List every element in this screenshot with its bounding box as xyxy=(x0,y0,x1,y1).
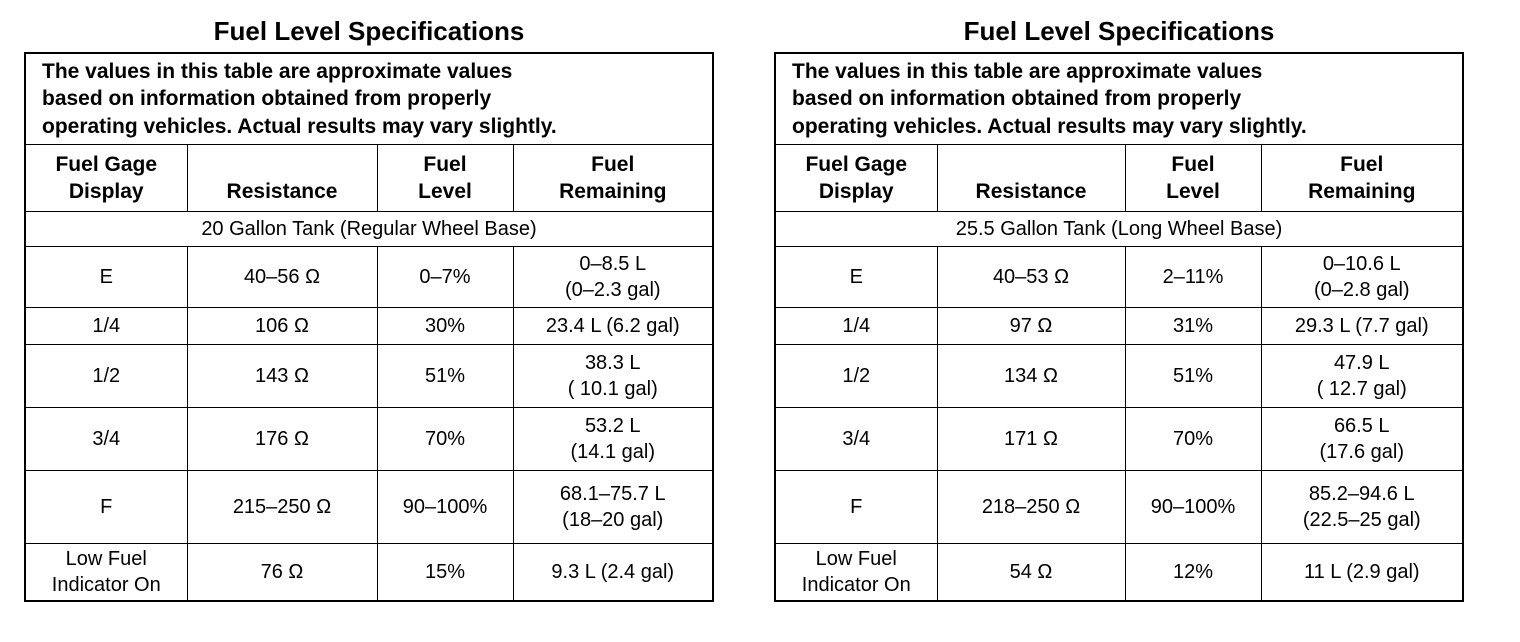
cell-fuel-level: 15% xyxy=(377,543,513,601)
intro-line: based on information obtained from properly xyxy=(792,87,1242,111)
cell-gage-display: F xyxy=(25,470,187,543)
cell-fuel-level: 90–100% xyxy=(1125,470,1261,543)
cell-fuel-level: 30% xyxy=(377,307,513,344)
cell-resistance: 54 Ω xyxy=(937,543,1125,601)
header-resistance: Resistance xyxy=(937,144,1125,211)
table-row xyxy=(25,246,713,307)
cell-fuel-level: 90–100% xyxy=(377,470,513,543)
cell-resistance: 106 Ω xyxy=(187,307,377,344)
cell-resistance: 215–250 Ω xyxy=(187,470,377,543)
cell-gage-display: 1/4 xyxy=(775,307,937,344)
cell-resistance: 40–56 Ω xyxy=(187,246,377,307)
cell-fuel-remaining: 68.1–75.7 L (18–20 gal) xyxy=(513,470,713,543)
tank-label: 20 Gallon Tank (Regular Wheel Base) xyxy=(25,211,713,246)
intro-line: operating vehicles. Actual results may vary slightly. xyxy=(42,114,557,138)
cell-resistance: 143 Ω xyxy=(187,344,377,407)
cell-fuel-remaining: 29.3 L (7.7 gal) xyxy=(1261,307,1463,344)
intro-line: The values in this table are approximate values xyxy=(792,60,1263,83)
cell-resistance: 40–53 Ω xyxy=(937,246,1125,307)
intro-line: The values in this table are approximate values xyxy=(42,60,513,83)
table-row xyxy=(25,307,713,344)
cell-fuel-remaining: 53.2 L (14.1 gal) xyxy=(513,407,713,470)
intro-line: based on information obtained from properly xyxy=(42,87,492,111)
cell-fuel-level: 2–11% xyxy=(1125,246,1261,307)
cell-fuel-remaining: 23.4 L (6.2 gal) xyxy=(513,307,713,344)
header-fuel-level: Fuel Level xyxy=(1125,144,1261,211)
cell-gage-display: E xyxy=(25,246,187,307)
cell-fuel-remaining: 38.3 L ( 10.1 gal) xyxy=(513,344,713,407)
cell-resistance: 97 Ω xyxy=(937,307,1125,344)
cell-gage-display: Low Fuel Indicator On xyxy=(775,543,937,601)
cell-fuel-remaining: 11 L (2.9 gal) xyxy=(1261,543,1463,601)
table-body xyxy=(775,246,1463,601)
panel-title: Fuel Level Specifications xyxy=(213,16,525,46)
panel-title: Fuel Level Specifications xyxy=(963,16,1275,46)
intro-line: operating vehicles. Actual results may vary slightly. xyxy=(792,114,1307,138)
cell-fuel-remaining: 9.3 L (2.4 gal) xyxy=(513,543,713,601)
cell-fuel-level: 0–7% xyxy=(377,246,513,307)
cell-gage-display: 3/4 xyxy=(775,407,937,470)
table-row xyxy=(25,470,713,543)
header-fuel-remaining: Fuel Remaining xyxy=(1261,144,1463,211)
cell-gage-display: 1/4 xyxy=(25,307,187,344)
cell-resistance: 76 Ω xyxy=(187,543,377,601)
tank-label: 25.5 Gallon Tank (Long Wheel Base) xyxy=(775,211,1463,246)
table-row xyxy=(775,470,1463,543)
fuel-spec-table xyxy=(24,52,714,602)
fuel-spec-panel-regular xyxy=(24,0,714,602)
cell-gage-display: Low Fuel Indicator On xyxy=(25,543,187,601)
cell-gage-display: 1/2 xyxy=(775,344,937,407)
cell-fuel-level: 70% xyxy=(377,407,513,470)
table-row xyxy=(25,543,713,601)
table-row xyxy=(775,344,1463,407)
cell-fuel-remaining: 47.9 L ( 12.7 gal) xyxy=(1261,344,1463,407)
cell-fuel-level: 51% xyxy=(377,344,513,407)
header-fuel-remaining: Fuel Remaining xyxy=(513,144,713,211)
cell-gage-display: 3/4 xyxy=(25,407,187,470)
cell-resistance: 171 Ω xyxy=(937,407,1125,470)
fuel-spec-panel-long xyxy=(774,0,1464,602)
fuel-spec-table xyxy=(774,52,1464,602)
table-body xyxy=(25,246,713,601)
cell-resistance: 176 Ω xyxy=(187,407,377,470)
table-row xyxy=(775,543,1463,601)
header-gage-display: Fuel Gage Display xyxy=(25,144,187,211)
table-row xyxy=(775,246,1463,307)
header-resistance: Resistance xyxy=(187,144,377,211)
cell-gage-display: F xyxy=(775,470,937,543)
cell-fuel-level: 12% xyxy=(1125,543,1261,601)
cell-fuel-level: 51% xyxy=(1125,344,1261,407)
table-row xyxy=(775,307,1463,344)
cell-gage-display: E xyxy=(775,246,937,307)
cell-resistance: 218–250 Ω xyxy=(937,470,1125,543)
cell-gage-display: 1/2 xyxy=(25,344,187,407)
intro-note xyxy=(25,53,713,144)
cell-fuel-remaining: 85.2–94.6 L (22.5–25 gal) xyxy=(1261,470,1463,543)
header-gage-display: Fuel Gage Display xyxy=(775,144,937,211)
cell-fuel-remaining: 0–8.5 L (0–2.3 gal) xyxy=(513,246,713,307)
intro-note xyxy=(775,53,1463,144)
cell-fuel-remaining: 0–10.6 L (0–2.8 gal) xyxy=(1261,246,1463,307)
cell-fuel-remaining: 66.5 L (17.6 gal) xyxy=(1261,407,1463,470)
cell-fuel-level: 70% xyxy=(1125,407,1261,470)
cell-fuel-level: 31% xyxy=(1125,307,1261,344)
table-row xyxy=(25,344,713,407)
header-fuel-level: Fuel Level xyxy=(377,144,513,211)
table-row xyxy=(775,407,1463,470)
cell-resistance: 134 Ω xyxy=(937,344,1125,407)
table-row xyxy=(25,407,713,470)
